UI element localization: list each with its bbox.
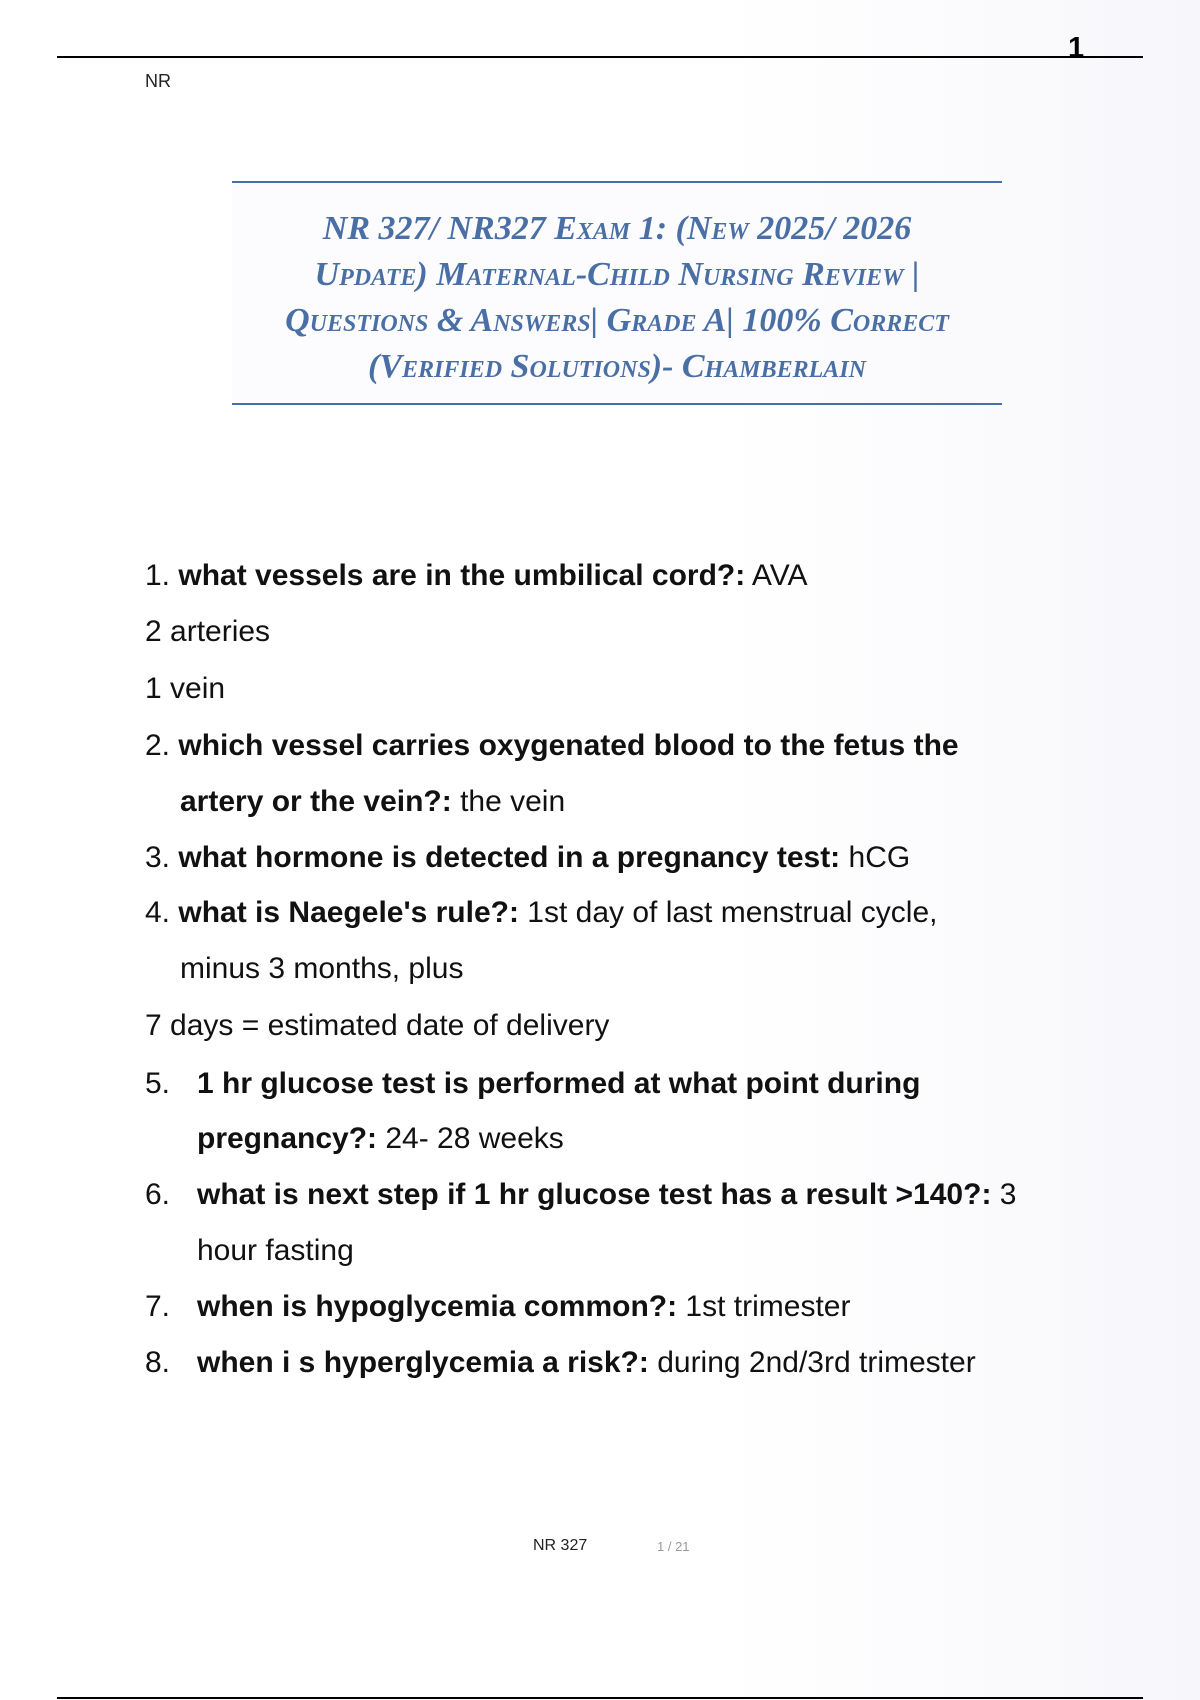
list-item xyxy=(145,1069,920,1099)
answer-continuation: hour fasting xyxy=(197,1234,354,1267)
question-text: what is Naegele's rule?: xyxy=(178,896,519,929)
item-number: 6. xyxy=(145,1178,171,1211)
answer-text: 24- 28 weeks xyxy=(377,1122,564,1155)
question-text: 1 hr glucose test is performed at what point during xyxy=(197,1067,921,1100)
title-line: Update) Maternal-Child Nursing Review | xyxy=(314,256,920,293)
question-text: which vessel carries oxygenated blood to the fetus the xyxy=(178,729,959,762)
question-text: when i s hyperglycemia a risk?: xyxy=(197,1346,649,1379)
title-line: NR 327/ NR327 Exam 1: (New 2025/ 2026 xyxy=(322,210,912,247)
footer-course: NR 327 xyxy=(533,1537,588,1554)
list-item xyxy=(145,1292,850,1322)
list-item-continuation xyxy=(197,1124,564,1154)
question-text: pregnancy?: xyxy=(197,1122,378,1155)
list-item xyxy=(145,1348,976,1378)
footer-rule xyxy=(57,1697,1143,1699)
answer-continuation: 2 arteries xyxy=(145,615,271,648)
list-item xyxy=(145,898,937,928)
list-item xyxy=(145,561,808,591)
list-item-continuation xyxy=(180,787,565,817)
question-text: artery or the vein?: xyxy=(180,785,452,818)
question-text: what is next step if 1 hr glucose test has a result >140?: xyxy=(197,1178,992,1211)
answer-continuation: 7 days = estimated date of delivery xyxy=(145,1009,610,1042)
item-number: 8. xyxy=(145,1346,171,1379)
answer-text: AVA xyxy=(745,559,808,592)
footer-page-count: 1 / 21 xyxy=(657,1539,690,1554)
answer-text: during 2nd/3rd trimester xyxy=(648,1346,976,1379)
item-number: 4. xyxy=(145,896,171,929)
answer-continuation: 1 vein xyxy=(145,672,226,705)
title-line: (Verified Solutions)- Chamberlain xyxy=(368,348,866,385)
list-item xyxy=(145,843,910,873)
answer-continuation: minus 3 months, plus xyxy=(180,952,464,985)
header-label: NR xyxy=(145,71,171,91)
item-number: 3. xyxy=(145,841,171,874)
item-number: 7. xyxy=(145,1290,171,1323)
title-line: Questions & Answers| Grade A| 100% Correct xyxy=(285,302,949,339)
question-text: what hormone is detected in a pregnancy test: xyxy=(178,841,841,874)
list-item xyxy=(145,731,959,761)
item-number: 5. xyxy=(145,1067,171,1100)
list-item xyxy=(145,1180,1016,1210)
item-number: 2. xyxy=(145,729,171,762)
question-text: when is hypoglycemia common?: xyxy=(197,1290,678,1323)
answer-text: 1st day of last menstrual cycle, xyxy=(518,896,938,929)
item-number: 1. xyxy=(145,559,171,592)
answer-text: the vein xyxy=(451,785,566,818)
answer-text: hCG xyxy=(840,841,911,874)
answer-text: 3 xyxy=(991,1178,1017,1211)
question-text: what vessels are in the umbilical cord?: xyxy=(178,559,746,592)
answer-text: 1st trimester xyxy=(677,1290,851,1323)
page-number: 1 xyxy=(1068,32,1085,64)
